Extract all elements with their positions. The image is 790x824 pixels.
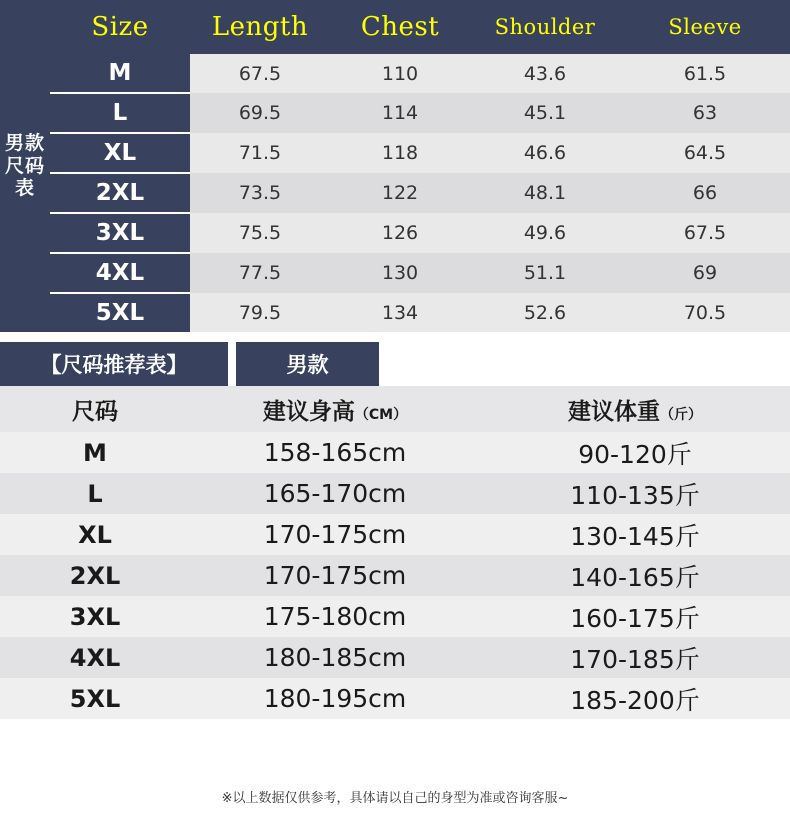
size-chart-section [0,0,790,330]
weight-value: 185-200斤 [480,678,790,719]
table-row [0,555,790,596]
weight-value: 160-175斤 [480,596,790,637]
table-row [0,213,790,253]
weight-value: 110-135斤 [480,473,790,514]
shoulder-value: 49.6 [470,213,620,253]
column-header-weight-cn [480,386,790,432]
shoulder-value: 48.1 [470,173,620,213]
shoulder-value: 51.1 [470,253,620,293]
weight-value: 140-165斤 [480,555,790,596]
height-value: 165-170cm [190,473,480,514]
column-header-size-cn: 尺码 [0,386,190,432]
length-value: 67.5 [190,54,330,93]
size-value: L [50,93,190,133]
size-value: L [0,473,190,514]
table-row [0,54,790,93]
size-value: 2XL [0,555,190,596]
height-value: 158-165cm [190,432,480,473]
sleeve-value: 69 [620,253,790,293]
table-row [0,637,790,678]
size-value: 3XL [50,213,190,253]
size-value: 3XL [0,596,190,637]
length-value: 71.5 [190,133,330,173]
size-value: 4XL [0,637,190,678]
table-row [0,432,790,473]
length-value: 73.5 [190,173,330,213]
column-header-chest: Chest [330,0,470,54]
column-header-length: Length [190,0,330,54]
shoulder-value: 46.6 [470,133,620,173]
chest-value: 126 [330,213,470,253]
length-value: 69.5 [190,93,330,133]
size-value: M [0,432,190,473]
length-value: 77.5 [190,253,330,293]
recommendation-title: 【尺码推荐表】 [0,342,228,386]
recommendation-header-row [0,386,790,432]
weight-value: 170-185斤 [480,637,790,678]
table-row [0,293,790,332]
weight-header-text: 建议体重 [568,398,660,425]
column-header-sleeve: Sleeve [620,0,790,54]
length-value: 79.5 [190,293,330,332]
sleeve-value: 70.5 [620,293,790,332]
recommendation-header-bar [0,342,790,386]
sleeve-value: 66 [620,173,790,213]
column-header-shoulder: Shoulder [470,0,620,54]
table-row [0,596,790,637]
table-row [0,514,790,555]
size-chart-header-row [0,0,790,54]
height-value: 180-195cm [190,678,480,719]
side-label-male-size-chart: 男款尺码表 [0,0,50,332]
table-row [0,133,790,173]
height-value: 175-180cm [190,596,480,637]
size-value: XL [0,514,190,555]
size-value: 5XL [50,293,190,332]
recommendation-section [0,342,790,824]
size-chart-table [0,0,790,332]
size-value: 2XL [50,173,190,213]
sleeve-value: 67.5 [620,213,790,253]
shoulder-value: 43.6 [470,54,620,93]
column-header-size: Size [50,0,190,54]
sleeve-value: 61.5 [620,54,790,93]
size-value: 5XL [0,678,190,719]
shoulder-value: 45.1 [470,93,620,133]
chest-value: 130 [330,253,470,293]
chest-value: 122 [330,173,470,213]
weight-value: 130-145斤 [480,514,790,555]
shoulder-value: 52.6 [470,293,620,332]
sleeve-value: 63 [620,93,790,133]
chest-value: 114 [330,93,470,133]
table-row [0,93,790,133]
recommendation-table [0,386,790,719]
footnote-text: ※以上数据仅供参考，具体请以自己的身型为准或咨询客服~ [221,791,569,806]
table-row [0,473,790,514]
recommendation-subtitle-male: 男款 [236,342,379,386]
chest-value: 110 [330,54,470,93]
height-value: 170-175cm [190,555,480,596]
height-header-text: 建议身高 [262,398,355,425]
size-value: M [50,54,190,93]
weight-header-unit: （斤） [660,406,702,423]
height-value: 180-185cm [190,637,480,678]
header-gap [228,342,236,386]
table-row [0,253,790,293]
chest-value: 118 [330,133,470,173]
height-value: 170-175cm [190,514,480,555]
size-value: XL [50,133,190,173]
column-header-height-cn [190,386,480,432]
sleeve-value: 64.5 [620,133,790,173]
size-value: 4XL [50,253,190,293]
table-row [0,173,790,213]
length-value: 75.5 [190,213,330,253]
table-row [0,678,790,719]
header-filler [379,342,790,386]
chest-value: 134 [330,293,470,332]
height-header-unit: （CM） [354,406,408,423]
weight-value: 90-120斤 [480,432,790,473]
